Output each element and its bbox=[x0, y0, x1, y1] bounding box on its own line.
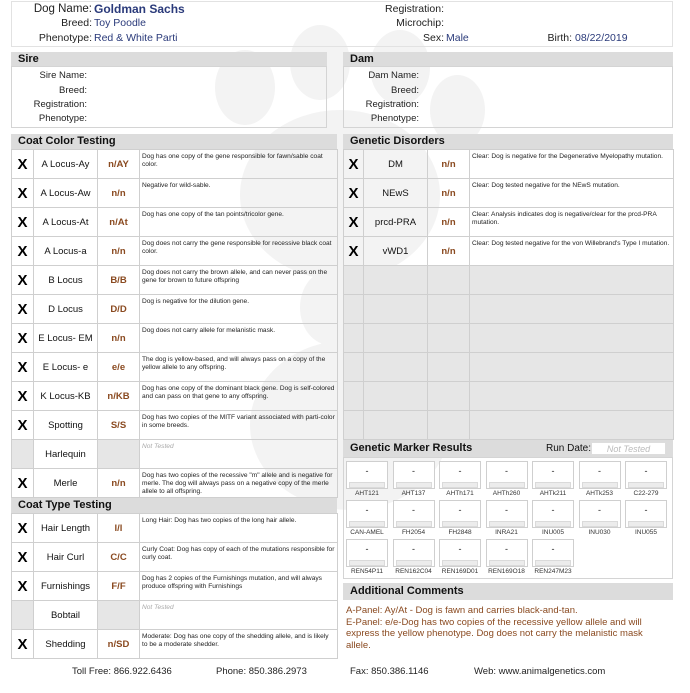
coat-color-row bbox=[12, 266, 338, 295]
coat-color-name: A Locus-Ay bbox=[34, 150, 98, 179]
coat-type-row bbox=[12, 514, 338, 543]
marker-cell bbox=[532, 461, 574, 489]
marker-value: - bbox=[365, 505, 369, 515]
disorder-name: DM bbox=[364, 150, 428, 179]
coat-color-row bbox=[12, 411, 338, 440]
comment-line: E-Panel: e/e-Dog has two copies of the recessive yellow allele and will bbox=[346, 616, 642, 628]
marker-value: - bbox=[458, 466, 462, 476]
marker-label: AHTh171 bbox=[446, 490, 474, 497]
coat-color-mark: X bbox=[12, 208, 34, 237]
coat-color-row bbox=[12, 440, 338, 469]
disorder-name bbox=[364, 382, 428, 411]
marker-label: AHT137 bbox=[401, 490, 426, 497]
marker-bar bbox=[349, 521, 385, 527]
disorder-description: Clear: Dog is negative for the Degenerative Myelopathy mutation. bbox=[470, 150, 674, 179]
marker-bar bbox=[535, 482, 571, 488]
disorder-description bbox=[470, 353, 674, 382]
disorder-row bbox=[344, 150, 674, 179]
coat-color-name: A Locus-Aw bbox=[34, 179, 98, 208]
phenotype-value: Red & White Parti bbox=[94, 32, 178, 44]
marker-cell bbox=[346, 539, 388, 567]
coat-type-row bbox=[12, 630, 338, 659]
coat-color-row bbox=[12, 150, 338, 179]
coat-type-mark bbox=[12, 601, 34, 630]
disorder-description bbox=[470, 382, 674, 411]
marker-bar bbox=[535, 521, 571, 527]
dam-phenotype-label: Phenotype: bbox=[370, 113, 419, 124]
marker-bar bbox=[628, 521, 664, 527]
coat-color-mark: X bbox=[12, 150, 34, 179]
coat-type-result: l/l bbox=[98, 514, 140, 543]
genetic-disorders-title: Genetic Disorders bbox=[343, 134, 673, 149]
genetic-markers-title: Genetic Marker Results bbox=[343, 440, 673, 457]
coat-color-name: B Locus bbox=[34, 266, 98, 295]
disorder-result: n/n bbox=[428, 208, 470, 237]
disorder-row bbox=[344, 179, 674, 208]
coat-type-mark: X bbox=[12, 543, 34, 572]
coat-color-mark: X bbox=[12, 179, 34, 208]
coat-color-row bbox=[12, 382, 338, 411]
disorder-mark: X bbox=[344, 150, 364, 179]
marker-value: - bbox=[365, 544, 369, 554]
marker-cell bbox=[393, 461, 435, 489]
breed-value: Toy Poodle bbox=[94, 17, 146, 29]
marker-value: - bbox=[412, 466, 415, 476]
coat-type-mark: X bbox=[12, 514, 34, 543]
dog-name-label: Dog Name: bbox=[33, 3, 92, 15]
coat-color-name: E Locus- e bbox=[34, 353, 98, 382]
marker-cell bbox=[486, 539, 528, 567]
coat-type-description: Curly Coat: Dog has copy of each of the mutations responsible for curly coat. bbox=[140, 543, 338, 572]
coat-color-description: Dog has two copies of the MITF variant associated with parti-color in some breeds. bbox=[140, 411, 338, 440]
marker-cell bbox=[486, 461, 528, 489]
sex-value: Male bbox=[446, 32, 469, 44]
disorder-name bbox=[364, 295, 428, 324]
disorder-result bbox=[428, 324, 470, 353]
disorder-mark: X bbox=[344, 237, 364, 266]
disorder-description: Clear: Dog tested negative for the von Willebrand's Type I mutation. bbox=[470, 237, 674, 266]
marker-cell bbox=[393, 539, 435, 567]
coat-color-description: Dog does not carry the gene responsible for recessive black coat color. bbox=[140, 237, 338, 266]
coat-color-row bbox=[12, 179, 338, 208]
coat-color-description: Dog has one copy of the dominant black gene. Dog is self-colored and can pass on that gene to any offspring. bbox=[140, 382, 338, 411]
marker-bar bbox=[582, 521, 618, 527]
disorder-name bbox=[364, 353, 428, 382]
marker-value: - bbox=[412, 505, 415, 515]
coat-type-row bbox=[12, 601, 338, 630]
coat-color-mark: X bbox=[12, 295, 34, 324]
disorder-mark: X bbox=[344, 179, 364, 208]
disorder-description: Clear: Dog tested negative for the NEwS mutation. bbox=[470, 179, 674, 208]
coat-color-row bbox=[12, 295, 338, 324]
coat-color-name: E Locus- EM bbox=[34, 324, 98, 353]
coat-type-name: Furnishings bbox=[34, 572, 98, 601]
marker-label: REN54P11 bbox=[350, 568, 384, 575]
disorder-mark bbox=[344, 411, 364, 440]
coat-color-description: The dog is yellow-based, and will always pass on a copy of the yellow allele to any offspring. bbox=[140, 353, 338, 382]
marker-label: INU030 bbox=[588, 529, 611, 536]
footer-phone: Phone: 850.386.2973 bbox=[216, 666, 307, 677]
breed-label: Breed: bbox=[61, 17, 92, 29]
marker-cell bbox=[625, 461, 667, 489]
marker-bar bbox=[489, 482, 525, 488]
marker-cell bbox=[532, 500, 574, 528]
marker-label: INRA21 bbox=[495, 529, 518, 536]
dam-breed-label: Breed: bbox=[391, 85, 419, 96]
marker-cell bbox=[439, 500, 481, 528]
disorder-result bbox=[428, 295, 470, 324]
run-date-value[interactable]: Not Tested bbox=[591, 442, 666, 455]
dam-registration-label: Registration: bbox=[365, 99, 419, 110]
coat-type-name: Bobtail bbox=[34, 601, 98, 630]
disorder-row bbox=[344, 353, 674, 382]
marker-label: AHTh260 bbox=[492, 490, 521, 497]
marker-value: - bbox=[412, 544, 415, 554]
marker-value: - bbox=[551, 466, 555, 476]
coat-type-name: Shedding bbox=[34, 630, 98, 659]
coat-color-result bbox=[98, 440, 140, 469]
run-date-label: Run Date: bbox=[546, 443, 592, 454]
marker-cell bbox=[486, 500, 528, 528]
disorder-description bbox=[470, 411, 674, 440]
dam-name-label: Dam Name: bbox=[368, 70, 419, 81]
marker-cell bbox=[439, 461, 481, 489]
sire-registration-label: Registration: bbox=[33, 99, 87, 110]
marker-bar bbox=[442, 560, 478, 566]
marker-label: AHT121 bbox=[355, 490, 379, 497]
sire-name-label: Sire Name: bbox=[39, 70, 87, 81]
disorder-result bbox=[428, 382, 470, 411]
marker-label: FH2054 bbox=[401, 529, 426, 536]
phenotype-label: Phenotype: bbox=[38, 32, 92, 44]
footer-web[interactable]: Web: www.animalgenetics.com bbox=[474, 666, 606, 677]
comment-line: allele. bbox=[346, 639, 371, 651]
disorder-row bbox=[344, 208, 674, 237]
coat-color-description: Dog does not carry allele for melanistic mask. bbox=[140, 324, 338, 353]
additional-comments-title: Additional Comments bbox=[343, 583, 673, 600]
coat-color-row bbox=[12, 237, 338, 266]
marker-bar bbox=[442, 482, 478, 488]
coat-color-name: K Locus-KB bbox=[34, 382, 98, 411]
marker-cell bbox=[579, 500, 621, 528]
coat-color-name: Harlequin bbox=[34, 440, 98, 469]
disorder-name: vWD1 bbox=[364, 237, 428, 266]
marker-value: - bbox=[365, 466, 369, 476]
coat-color-result: n/AY bbox=[98, 150, 140, 179]
coat-type-row bbox=[12, 572, 338, 601]
marker-value: - bbox=[551, 505, 555, 515]
coat-type-table bbox=[11, 513, 338, 659]
coat-color-mark: X bbox=[12, 411, 34, 440]
disorder-description bbox=[470, 295, 674, 324]
marker-label: INU055 bbox=[634, 529, 658, 536]
microchip-label: Microchip: bbox=[396, 17, 444, 29]
disorder-name: NEwS bbox=[364, 179, 428, 208]
coat-type-title: Coat Type Testing bbox=[11, 498, 337, 513]
coat-color-mark bbox=[12, 440, 34, 469]
disorder-name bbox=[364, 411, 428, 440]
coat-color-result: n/At bbox=[98, 208, 140, 237]
birth-label: Birth: bbox=[547, 32, 572, 44]
coat-color-name: Merle bbox=[34, 469, 98, 498]
disorder-result: n/n bbox=[428, 150, 470, 179]
coat-color-result: n/n bbox=[98, 237, 140, 266]
disorder-result bbox=[428, 353, 470, 382]
marker-bar bbox=[396, 521, 432, 527]
marker-label: REN169O18 bbox=[488, 568, 525, 575]
disorder-row bbox=[344, 295, 674, 324]
coat-color-row bbox=[12, 208, 338, 237]
coat-type-row bbox=[12, 543, 338, 572]
coat-type-description: Not Tested bbox=[140, 601, 338, 630]
marker-bar bbox=[535, 560, 571, 566]
coat-color-result: n/n bbox=[98, 469, 140, 498]
dam-section-title: Dam bbox=[343, 52, 673, 66]
disorder-name: prcd-PRA bbox=[364, 208, 428, 237]
marker-label: REN169D01 bbox=[441, 568, 479, 575]
disorder-description bbox=[470, 324, 674, 353]
coat-type-description: Long Hair: Dog has two copies of the long hair allele. bbox=[140, 514, 338, 543]
coat-color-row bbox=[12, 353, 338, 382]
coat-color-mark: X bbox=[12, 469, 34, 498]
marker-label: INU005 bbox=[541, 529, 565, 536]
coat-color-description: Dog has two copies of the recessive "m" allele and is negative for merle. The dog will always pass on a negative copy of the merle allele to all offspring. bbox=[140, 469, 338, 498]
coat-color-result: D/D bbox=[98, 295, 140, 324]
marker-bar bbox=[349, 560, 385, 566]
marker-bar bbox=[396, 482, 432, 488]
marker-label: C22-279 bbox=[633, 490, 659, 497]
genetic-disorders-table bbox=[343, 149, 674, 440]
marker-label: REN247M23 bbox=[534, 568, 572, 575]
coat-color-name: Spotting bbox=[34, 411, 98, 440]
disorder-result bbox=[428, 266, 470, 295]
coat-type-mark: X bbox=[12, 630, 34, 659]
marker-bar bbox=[442, 521, 478, 527]
coat-color-result: n/KB bbox=[98, 382, 140, 411]
disorder-row bbox=[344, 237, 674, 266]
dog-name: Goldman Sachs bbox=[94, 2, 185, 16]
marker-value: - bbox=[644, 505, 648, 515]
coat-color-result: n/n bbox=[98, 324, 140, 353]
coat-color-name: A Locus-At bbox=[34, 208, 98, 237]
coat-color-mark: X bbox=[12, 382, 34, 411]
coat-color-table bbox=[11, 149, 338, 498]
coat-color-mark: X bbox=[12, 324, 34, 353]
disorder-row bbox=[344, 382, 674, 411]
coat-color-result: n/n bbox=[98, 179, 140, 208]
coat-type-name: Hair Length bbox=[34, 514, 98, 543]
coat-color-result: S/S bbox=[98, 411, 140, 440]
coat-color-result: e/e bbox=[98, 353, 140, 382]
disorder-result bbox=[428, 411, 470, 440]
marker-value: - bbox=[458, 544, 462, 554]
marker-value: - bbox=[644, 466, 648, 476]
coat-color-description: Dog does not carry the brown allele, and can never pass on the gene for brown to future offspring bbox=[140, 266, 338, 295]
coat-color-row bbox=[12, 324, 338, 353]
marker-label: AHTk211 bbox=[539, 490, 567, 497]
coat-color-name: D Locus bbox=[34, 295, 98, 324]
sire-phenotype-label: Phenotype: bbox=[38, 113, 87, 124]
sex-label: Sex: bbox=[422, 32, 444, 44]
disorder-mark bbox=[344, 266, 364, 295]
comment-line: express the yellow phenotype. Dog does not carry the melanistic mask bbox=[346, 628, 643, 639]
disorder-result: n/n bbox=[428, 179, 470, 208]
sire-breed-label: Breed: bbox=[59, 85, 87, 96]
footer-toll-free: Toll Free: 866.922.6436 bbox=[72, 666, 172, 677]
marker-value: - bbox=[458, 505, 462, 515]
disorder-result: n/n bbox=[428, 237, 470, 266]
coat-color-description: Not Tested bbox=[140, 440, 338, 469]
coat-color-name: A Locus-a bbox=[34, 237, 98, 266]
coat-color-description: Negative for wild-sable. bbox=[140, 179, 338, 208]
disorder-description: Clear: Analysis indicates dog is negative/clear for the prcd-PRA mutation. bbox=[470, 208, 674, 237]
marker-bar bbox=[396, 560, 432, 566]
marker-value: - bbox=[505, 505, 508, 515]
disorder-mark: X bbox=[344, 208, 364, 237]
coat-color-mark: X bbox=[12, 266, 34, 295]
coat-type-description: Moderate: Dog has one copy of the shedding allele, and is likely to be a moderate shedder. bbox=[140, 630, 338, 659]
coat-color-mark: X bbox=[12, 237, 34, 266]
marker-bar bbox=[489, 560, 525, 566]
marker-cell bbox=[625, 500, 667, 528]
marker-label: AHTk253 bbox=[585, 490, 614, 497]
registration-label: Registration: bbox=[385, 3, 444, 15]
marker-cell bbox=[393, 500, 435, 528]
marker-label: CAN-AMEL bbox=[350, 529, 384, 536]
disorder-mark bbox=[344, 295, 364, 324]
disorder-row bbox=[344, 411, 674, 440]
sire-section-title: Sire bbox=[11, 52, 327, 66]
marker-bar bbox=[582, 482, 618, 488]
marker-label: FH2848 bbox=[448, 529, 472, 536]
marker-value: - bbox=[505, 544, 508, 554]
coat-type-result: n/SD bbox=[98, 630, 140, 659]
coat-color-mark: X bbox=[12, 353, 34, 382]
coat-color-description: Dog is negative for the dilution gene. bbox=[140, 295, 338, 324]
comment-line: A-Panel: Ay/At - Dog is fawn and carries black-and-tan. bbox=[346, 605, 578, 616]
marker-value: - bbox=[598, 466, 601, 476]
coat-type-result bbox=[98, 601, 140, 630]
marker-bar bbox=[349, 482, 385, 488]
marker-bar bbox=[628, 482, 664, 488]
coat-type-result: C/C bbox=[98, 543, 140, 572]
birth-value: 08/22/2019 bbox=[575, 32, 628, 44]
coat-type-description: Dog has 2 copies of the Furnishings mutation, and will always produce offspring with Furnishings bbox=[140, 572, 338, 601]
marker-cell bbox=[532, 539, 574, 567]
marker-value: - bbox=[598, 505, 601, 515]
footer-fax: Fax: 850.386.1146 bbox=[350, 666, 429, 677]
coat-type-name: Hair Curl bbox=[34, 543, 98, 572]
marker-cell bbox=[439, 539, 481, 567]
marker-cell bbox=[346, 461, 388, 489]
coat-color-description: Dog has one copy of the gene responsible for fawn/sable coat color. bbox=[140, 150, 338, 179]
coat-color-description: Dog has one copy of the tan points/tricolor gene. bbox=[140, 208, 338, 237]
marker-cell bbox=[346, 500, 388, 528]
marker-value: - bbox=[505, 466, 508, 476]
disorder-mark bbox=[344, 382, 364, 411]
marker-cell bbox=[579, 461, 621, 489]
coat-color-title: Coat Color Testing bbox=[11, 134, 337, 149]
coat-color-result: B/B bbox=[98, 266, 140, 295]
disorder-row bbox=[344, 324, 674, 353]
disorder-name bbox=[364, 266, 428, 295]
coat-type-result: F/F bbox=[98, 572, 140, 601]
disorder-mark bbox=[344, 353, 364, 382]
coat-color-row bbox=[12, 469, 338, 498]
disorder-name bbox=[364, 324, 428, 353]
marker-bar bbox=[489, 521, 525, 527]
disorder-mark bbox=[344, 324, 364, 353]
disorder-description bbox=[470, 266, 674, 295]
marker-value: - bbox=[551, 544, 555, 554]
additional-comments-text bbox=[346, 605, 672, 651]
disorder-row bbox=[344, 266, 674, 295]
coat-type-mark: X bbox=[12, 572, 34, 601]
marker-label: REN162C04 bbox=[395, 568, 432, 575]
